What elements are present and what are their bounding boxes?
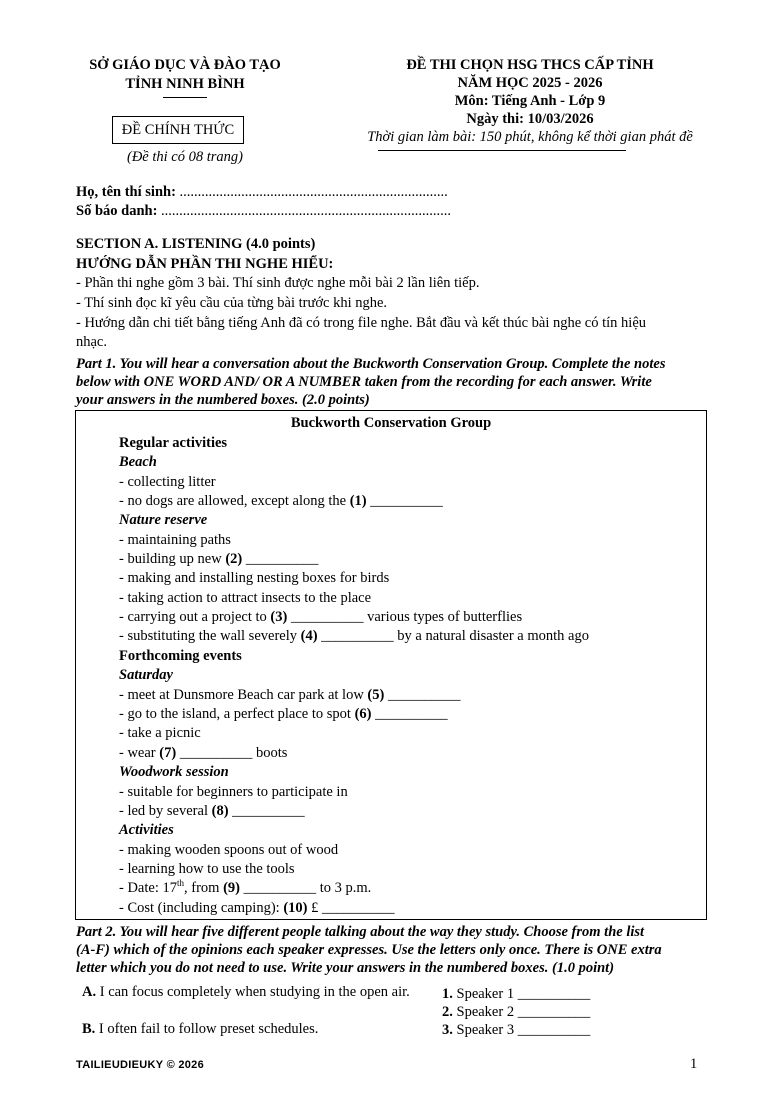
- notes-box: [75, 410, 707, 920]
- speaker-answer-1[interactable]: 1. Speaker 1 __________: [442, 986, 591, 1002]
- answer-blank-8[interactable]: __________: [228, 803, 305, 819]
- answer-blank-10[interactable]: £ __________: [307, 900, 395, 916]
- candidate-id-line: [76, 202, 451, 221]
- heading-forthcoming-events: Forthcoming events: [119, 648, 242, 664]
- subject: Môn: Tiếng Anh - Lớp 9: [454, 93, 606, 109]
- note-line-q6: - go to the island, a perfect place to spot (6) __________: [119, 706, 448, 722]
- note-line-q4: - substituting the wall severely (4) __________ by a natural disaster a month ago: [119, 628, 589, 644]
- heading-saturday: Saturday: [119, 667, 173, 683]
- dept-line-1: SỞ GIÁO DỤC VÀ ĐÀO TẠO: [89, 57, 281, 73]
- note-line-q8: - led by several (8) __________: [119, 803, 305, 819]
- part2-instruction: Part 2. You will hear five different people talking about the way they study. Choose from the list: [76, 924, 645, 940]
- part1-instruction: Part 1. You will hear a conversation about the Buckworth Conservation Group. Complete the notes: [76, 356, 666, 372]
- candidate-name-label: Họ, tên thí sinh:: [76, 184, 176, 200]
- guide-line: nhạc.: [76, 334, 107, 350]
- question-number: (8): [211, 803, 229, 819]
- heading-nature-reserve: Nature reserve: [119, 512, 208, 528]
- note-line-q9: - Date: 17th, from (9) __________ to 3 p.m.: [119, 878, 372, 896]
- candidate-id-field[interactable]: ................................................................................: [157, 203, 452, 219]
- note-line-q5: - meet at Dunsmore Beach car park at low (5) __________: [119, 687, 461, 703]
- school-year: NĂM HỌC 2025 - 2026: [457, 75, 603, 91]
- note-line: - taking action to attract insects to the place: [119, 590, 372, 606]
- speaker-answer-2[interactable]: 2. Speaker 2 __________: [442, 1004, 591, 1020]
- footer-brand: TAILIEUDIEUKY © 2026: [76, 1059, 205, 1071]
- header-divider: [163, 97, 207, 98]
- question-number: (6): [354, 706, 372, 722]
- candidate-id-label: Số báo danh:: [76, 203, 158, 219]
- exam-info-block: [318, 56, 742, 151]
- note-line: - take a picnic: [119, 725, 201, 741]
- answer-blank-2[interactable]: __________: [242, 551, 319, 567]
- section-a-title: SECTION A. LISTENING (4.0 points): [76, 236, 316, 252]
- note-line: - making and installing nesting boxes for birds: [119, 570, 390, 586]
- guide-line: - Phần thi nghe gồm 3 bài. Thí sinh được nghe mỗi bài 2 lần liên tiếp.: [76, 275, 480, 291]
- question-number: (7): [159, 745, 177, 761]
- question-number: (2): [225, 551, 243, 567]
- question-number: (9): [223, 880, 240, 896]
- dept-line-2: TỈNH NINH BÌNH: [125, 76, 245, 92]
- answer-blank-7[interactable]: __________: [176, 745, 253, 761]
- question-number: (4): [300, 628, 318, 644]
- part1-instruction: your answers in the numbered boxes. (2.0 points): [76, 392, 370, 408]
- heading-woodwork-session: Woodwork session: [119, 764, 229, 780]
- option-a: A. I can focus completely when studying in the open air.: [82, 984, 410, 1000]
- candidate-name-line: [76, 183, 448, 202]
- note-line-q10: - Cost (including camping): (10) £ __________: [119, 900, 395, 916]
- note-line: - suitable for beginners to participate in: [119, 784, 348, 800]
- note-line: - collecting litter: [119, 474, 216, 490]
- note-line-q2: - building up new (2) __________: [119, 551, 319, 567]
- note-line-q3: - carrying out a project to (3) __________ various types of butterflies: [119, 609, 523, 625]
- question-number: (5): [367, 687, 385, 703]
- speaker-answer-3[interactable]: 3. Speaker 3 __________: [442, 1022, 591, 1038]
- answer-blank-4[interactable]: __________: [317, 628, 394, 644]
- page-number: 1: [690, 1056, 698, 1072]
- pages-note: (Đề thi có 08 trang): [127, 149, 243, 165]
- question-number: (10): [283, 900, 308, 916]
- part1-instruction: below with ONE WORD AND/ OR A NUMBER taken from the recording for each answer. Write: [76, 374, 652, 390]
- option-b: B. I often fail to follow preset schedules.: [82, 1021, 319, 1037]
- part2-instruction: (A-F) which of the opinions each speaker expresses. Use the letters only once. There is ONE extra: [76, 942, 662, 958]
- issuer-block: [60, 56, 310, 98]
- exam-title: ĐỀ THI CHỌN HSG THCS CẤP TỈNH: [406, 57, 654, 73]
- note-line-q7: - wear (7) __________ boots: [119, 745, 288, 761]
- answer-blank-9[interactable]: __________: [239, 880, 317, 896]
- official-stamp: ĐỀ CHÍNH THỨC: [112, 116, 244, 144]
- question-number: (1): [349, 493, 367, 509]
- heading-beach: Beach: [119, 454, 157, 470]
- guide-line: - Thí sinh đọc kĩ yêu cầu của từng bài trước khi nghe.: [76, 295, 388, 311]
- question-number: (3): [270, 609, 288, 625]
- answer-blank-3[interactable]: __________: [287, 609, 364, 625]
- part2-instruction: letter which you do not need to use. Write your answers in the numbered boxes. (1.0 point): [76, 960, 615, 976]
- answer-blank-5[interactable]: __________: [384, 687, 461, 703]
- heading-activities: Activities: [119, 822, 174, 838]
- duration-underline: [378, 150, 626, 151]
- answer-blank-6[interactable]: __________: [371, 706, 448, 722]
- candidate-name-field[interactable]: ..........................................................................: [175, 184, 448, 200]
- heading-regular-activities: Regular activities: [119, 435, 228, 451]
- exam-date: Ngày thi: 10/03/2026: [466, 111, 594, 127]
- notes-title: Buckworth Conservation Group: [290, 415, 492, 431]
- note-line-q1: - no dogs are allowed, except along the (1) __________: [119, 493, 443, 509]
- answer-blank-1[interactable]: __________: [366, 493, 443, 509]
- note-line: - learning how to use the tools: [119, 861, 295, 877]
- note-line: - maintaining paths: [119, 532, 231, 548]
- duration: Thời gian làm bài: 150 phút, không kể thời gian phát đề: [367, 129, 693, 145]
- note-line: - making wooden spoons out of wood: [119, 842, 339, 858]
- guide-line: - Hướng dẫn chi tiết bằng tiếng Anh đã có trong file nghe. Bắt đầu và kết thúc bài nghe có tín hiệu: [76, 315, 647, 331]
- guide-title: HƯỚNG DẪN PHẦN THI NGHE HIỂU:: [76, 256, 334, 272]
